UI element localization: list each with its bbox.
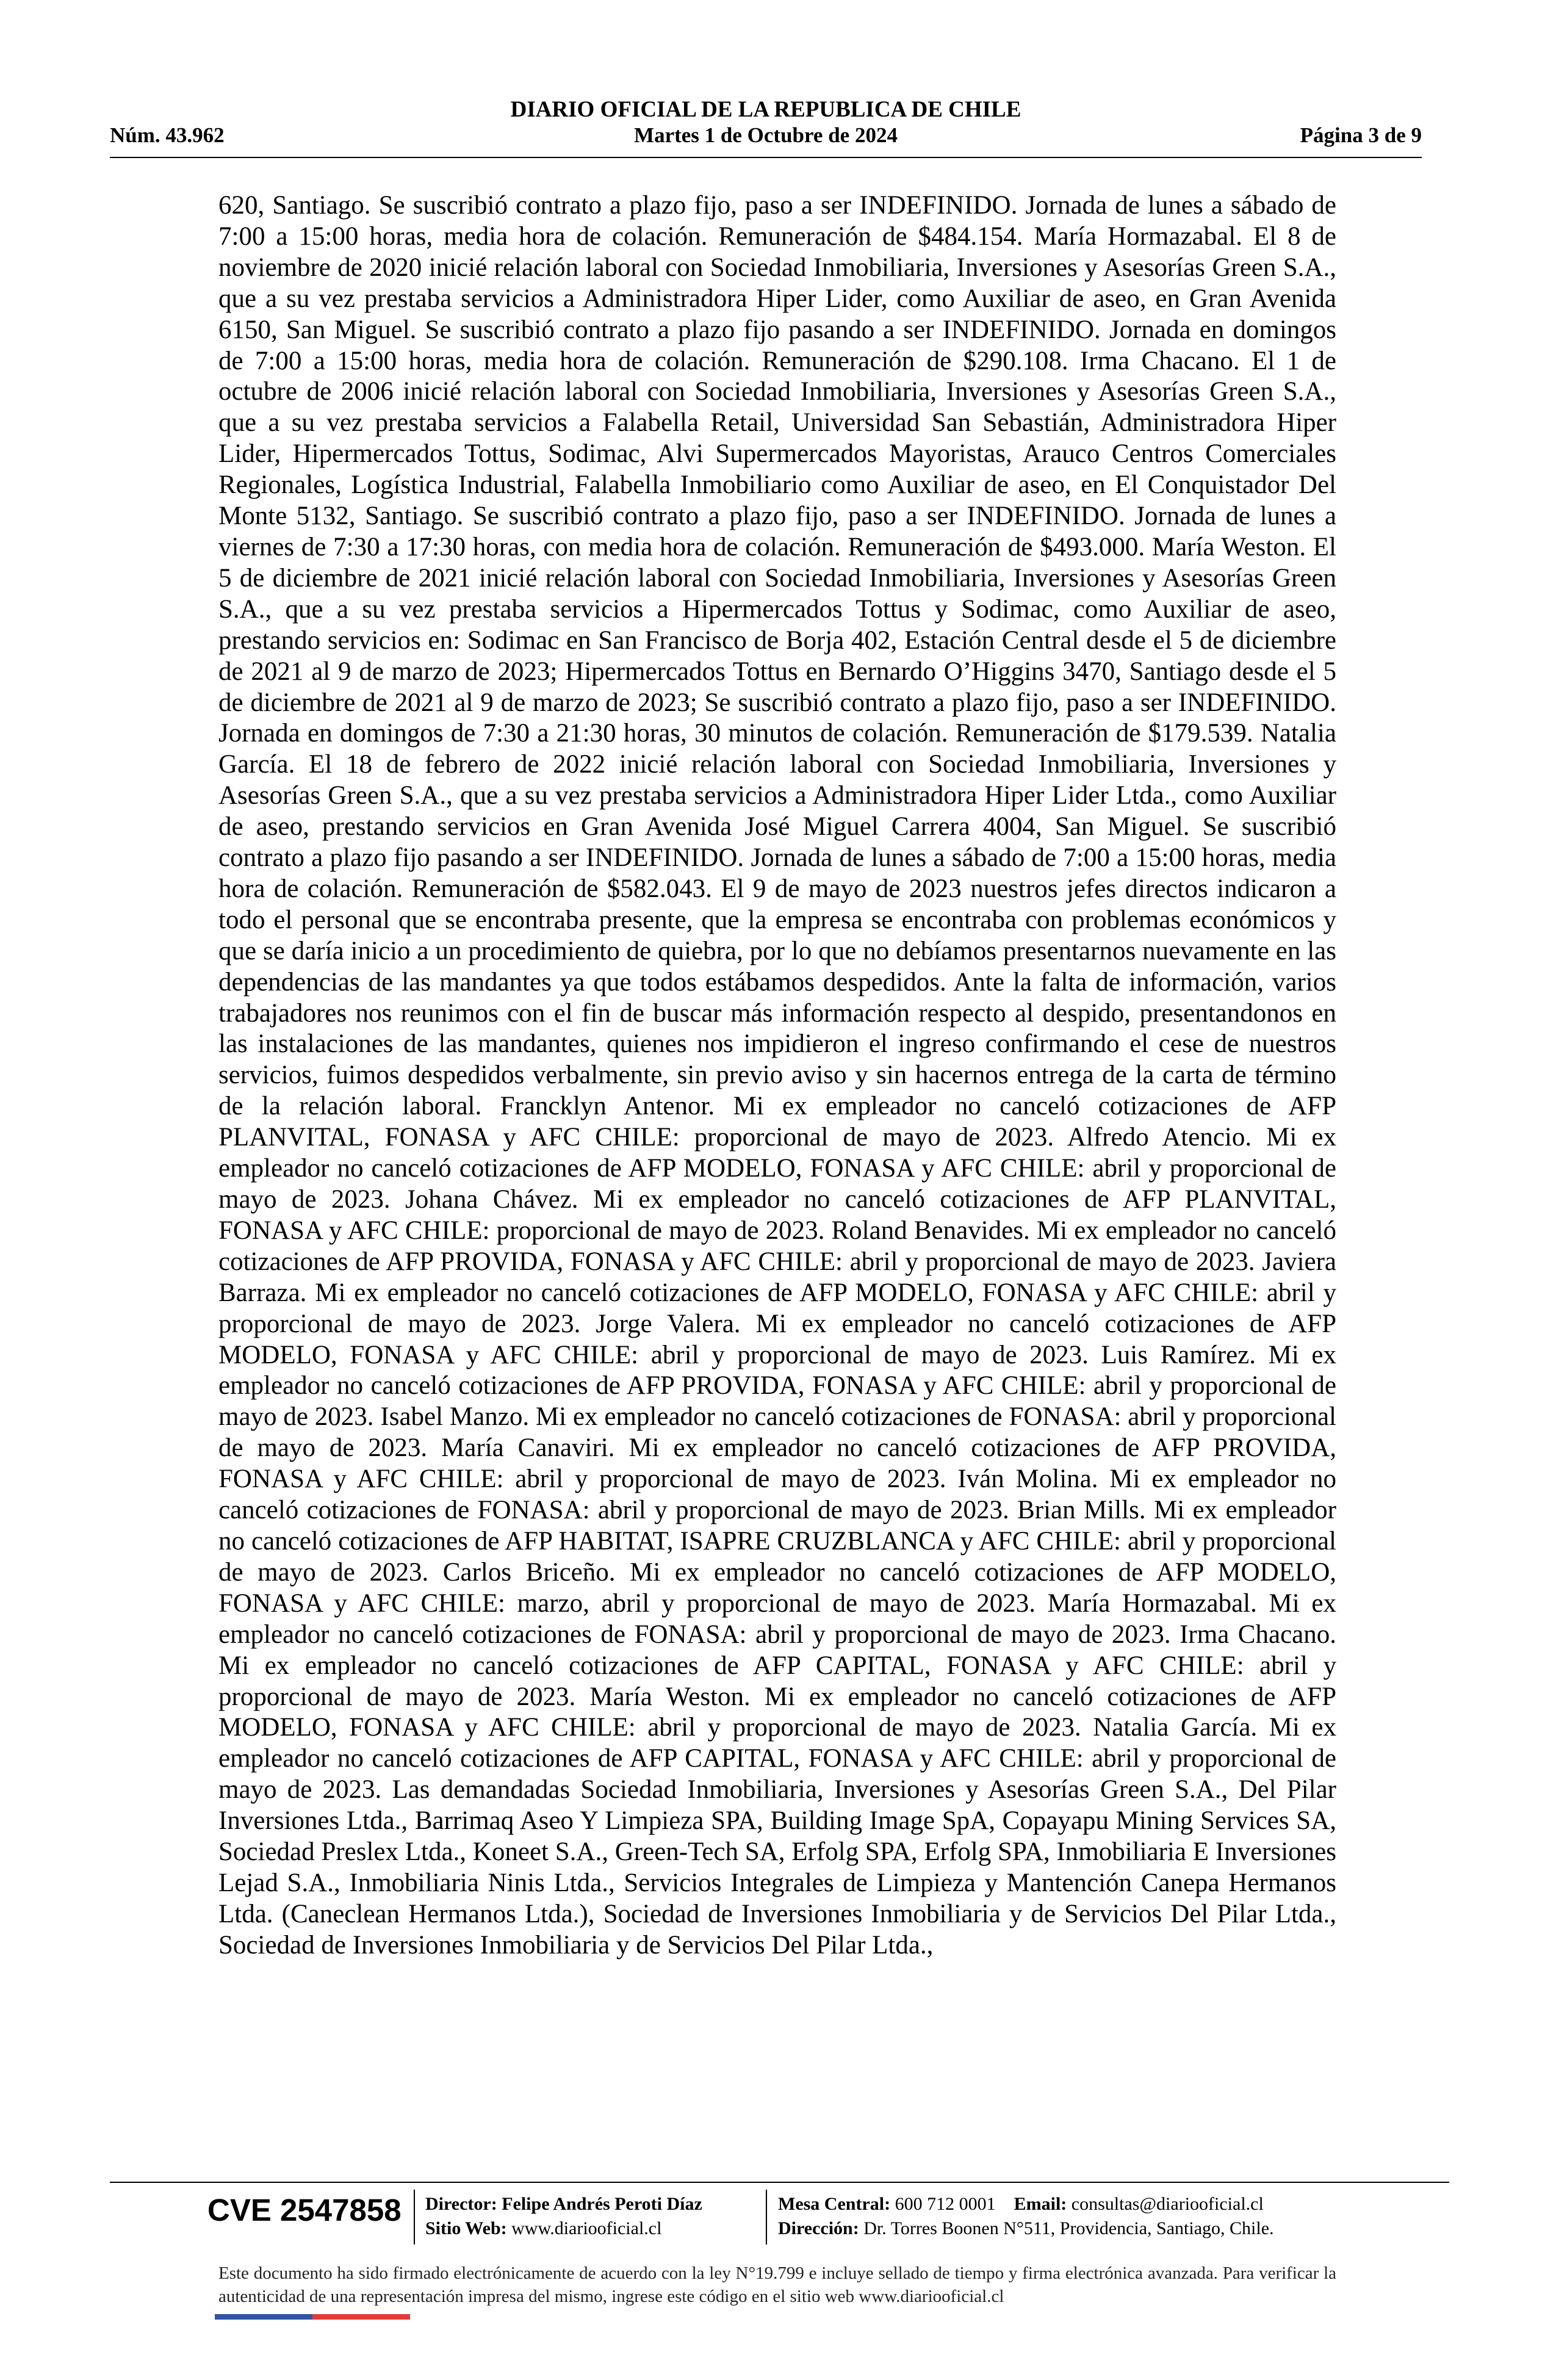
page-number: Página 3 de 9 <box>1300 123 1422 147</box>
website-line <box>425 2216 702 2241</box>
director-label: Director: <box>425 2194 497 2214</box>
header-divider <box>110 157 1422 158</box>
publication-title: DIARIO OFICIAL DE LA REPUBLICA DE CHILE <box>510 97 1021 122</box>
phone-value: 600 712 0001 <box>895 2194 996 2214</box>
footer-director-block <box>425 2192 702 2241</box>
issue-date: Martes 1 de Octubre de 2024 <box>634 123 898 147</box>
address-label: Dirección: <box>778 2218 859 2238</box>
phone-label: Mesa Central: <box>778 2194 891 2214</box>
flag-blue-segment <box>215 2314 312 2320</box>
website-label: Sitio Web: <box>425 2218 507 2238</box>
footer-contact-block <box>778 2192 1274 2241</box>
document-body-text: 620, Santiago. Se suscribió contrato a plazo fijo, paso a ser INDEFINIDO. Jornada de lunes a sábado de 7:00 a 15:00 horas, media hora de colación. Remuneración de $484.154. María Hormazabal. El 8 de noviembre de 2020 inicié relación laboral con Sociedad Inmobiliaria, Inversiones y Asesorías Green S.A., que a su vez prestaba servicios a Administradora Hiper Lider, como Auxiliar de aseo, en Gran Avenida 6150, San Miguel. Se suscribió contrato a plazo fijo pasando a ser INDEFINIDO. Jornada en domingos de 7:00 a 15:00 horas, media hora de colación. Remuneración de $290.108. Irma Chacano. El 1 de octubre de 2006 inicié relación laboral con Sociedad Inmobiliaria, Inversiones y Asesorías Green S.A., que a su vez prestaba servicios a Falabella Retail, Universidad San Sebastián, Administradora Hiper Lider, Hipermercados Tottus, Sodimac, Alvi Supermercados Mayoristas, Arauco Centros Comerciales Regionales, Logística Industrial, Falabella Inmobiliario como Auxiliar de aseo, en El Conquistador Del Monte 5132, Santiago. Se suscribió contrato a plazo fijo, paso a ser INDEFINIDO. Jornada de lunes a viernes de 7:30 a 17:30 horas, con media hora de colación. Remuneración de $493.000. María Weston. El 5 de diciembre de 2021 inicié relación laboral con Sociedad Inmobiliaria, Inversiones y Asesorías Green S.A., que a su vez prestaba servicios a Hipermercados Tottus y Sodimac, como Auxiliar de aseo, prestando servicios en: Sodimac en San Francisco de Borja 402, Estación Central desde el 5 de diciembre de 2021 al 9 de marzo de 2023; Hipermercados Tottus en Bernardo O’Higgins 3470, Santiago desde el 5 de diciembre de 2021 al 9 de marzo de 2023; Se suscribió contrato a plazo fijo, paso a ser INDEFINIDO. Jornada en domingos de 7:30 a 21:30 horas, 30 minutos de colación. Remuneración de $179.539. Natalia García. El 18 de febrero de 2022 inicié relación laboral con Sociedad Inmobiliaria, Inversiones y Asesorías Green S.A., que a su vez prestaba servicios a Administradora Hiper Lider Ltda., como Auxiliar de aseo, prestando servicios en Gran Avenida José Miguel Carrera 4004, San Miguel. Se suscribió contrato a plazo fijo pasando a ser INDEFINIDO. Jornada de lunes a sábado de 7:00 a 15:00 horas, media hora de colación. Remuneración de $582.043. El 9 de mayo de 2023 nuestros jefes directos indicaron a todo el personal que se encontraba presente, que la empresa se encontraba con problemas económicos y que se daría inicio a un procedimiento de quiebra, por lo que no debíamos presentarnos nuevamente en las dependencias de las mandantes ya que todos estábamos despedidos. Ante la falta de información, varios trabajadores nos reunimos con el fin de buscar más información respecto al despido, presentandonos en las instalaciones de las mandantes, quienes nos impidieron el ingreso confirmando el cese de nuestros servicios, fuimos despedidos verbalmente, sin previo aviso y sin hacernos entrega de la carta de término de la relación laboral. Francklyn Antenor. Mi ex empleador no canceló cotizaciones de AFP PLANVITAL, FONASA y AFC CHILE: proporcional de mayo de 2023. Alfredo Atencio. Mi ex empleador no canceló cotizaciones de AFP MODELO, FONASA y AFC CHILE: abril y proporcional de mayo de 2023. Johana Chávez. Mi ex empleador no canceló cotizaciones de AFP PLANVITAL, FONASA y AFC CHILE: proporcional de mayo de 2023. Roland Benavides. Mi ex empleador no canceló cotizaciones de AFP PROVIDA, FONASA y AFC CHILE: abril y proporcional de mayo de 2023. Javiera Barraza. Mi ex empleador no canceló cotizaciones de AFP MODELO, FONASA y AFC CHILE: abril y proporcional de mayo de 2023. Jorge Valera. Mi ex empleador no canceló cotizaciones de AFP MODELO, FONASA y AFC CHILE: abril y proporcional de mayo de 2023. Luis Ramírez. Mi ex empleador no canceló cotizaciones de AFP PROVIDA, FONASA y AFC CHILE: abril y proporcional de mayo de 2023. Isabel Manzo. Mi ex empleador no canceló cotizaciones de FONASA: abril y proporcional de mayo de 2023. María Canaviri. Mi ex empleador no canceló cotizaciones de AFP PROVIDA, FONASA y AFC CHILE: abril y proporcional de mayo de 2023. Iván Molina. Mi ex empleador no canceló cotizaciones de FONASA: abril y proporcional de mayo de 2023. Brian Mills. Mi ex empleador no canceló cotizaciones de AFP HABITAT, ISAPRE CRUZBLANCA y AFC CHILE: abril y proporcional de mayo de 2023. Carlos Briceño. Mi ex empleador no canceló cotizaciones de AFP MODELO, FONASA y AFC CHILE: marzo, abril y proporcional de mayo de 2023. María Hormazabal. Mi ex empleador no canceló cotizaciones de FONASA: abril y proporcional de mayo de 2023. Irma Chacano. Mi ex empleador no canceló cotizaciones de AFP CAPITAL, FONASA y AFC CHILE: abril y proporcional de mayo de 2023. María Weston. Mi ex empleador no canceló cotizaciones de AFP MODELO, FONASA y AFC CHILE: abril y proporcional de mayo de 2023. Natalia García. Mi ex empleador no canceló cotizaciones de AFP CAPITAL, FONASA y AFC CHILE: abril y proporcional de mayo de 2023. Las demandadas Sociedad Inmobiliaria, Inversiones y Asesorías Green S.A., Del Pilar Inversiones Ltda., Barrimaq Aseo Y Limpieza SPA, Building Image SpA, Copayapu Mining Services SA, Sociedad Preslex Ltda., Koneet S.A., Green-Tech SA, Erfolg SPA, Erfolg SPA, Inmobiliaria E Inversiones Lejad S.A., Inmobiliaria Ninis Ltda., Servicios Integrales de Limpieza y Mantención Canepa Hermanos Ltda. (Caneclean Hermanos Ltda.), Sociedad de Inversiones Inmobiliaria y de Servicios Del Pilar Ltda., Sociedad de Inversiones Inmobiliaria y de Servicios Del Pilar Ltda., <box>218 191 1336 1960</box>
director-line <box>425 2192 702 2216</box>
cve-code: CVE 2547858 <box>207 2193 402 2227</box>
footer-separator <box>766 2190 767 2245</box>
website-link[interactable]: www.diariooficial.cl <box>511 2218 662 2238</box>
footer-divider <box>110 2182 1449 2183</box>
legal-notice: Este documento ha sido firmado electrónicamente de acuerdo con la ley N°19.799 e incluye sellado de tiempo y firma electrónica avanzada. Para verificar la autenticidad de una representación impresa del mismo, ingrese este código en el sitio web www.diariooficial.cl <box>218 2263 1336 2306</box>
footer-separator <box>414 2190 415 2245</box>
director-name: Felipe Andrés Peroti Díaz <box>502 2194 702 2214</box>
contact-line <box>778 2192 1274 2216</box>
email-label: Email: <box>1014 2194 1067 2214</box>
address-value: Dr. Torres Boonen N°511, Providencia, Santiago, Chile. <box>863 2218 1274 2238</box>
email-link[interactable]: consultas@diariooficial.cl <box>1071 2194 1264 2214</box>
address-line <box>778 2216 1274 2241</box>
issue-number: Núm. 43.962 <box>110 123 225 147</box>
flag-red-segment <box>312 2314 410 2320</box>
chile-flag-stripe <box>215 2314 410 2320</box>
